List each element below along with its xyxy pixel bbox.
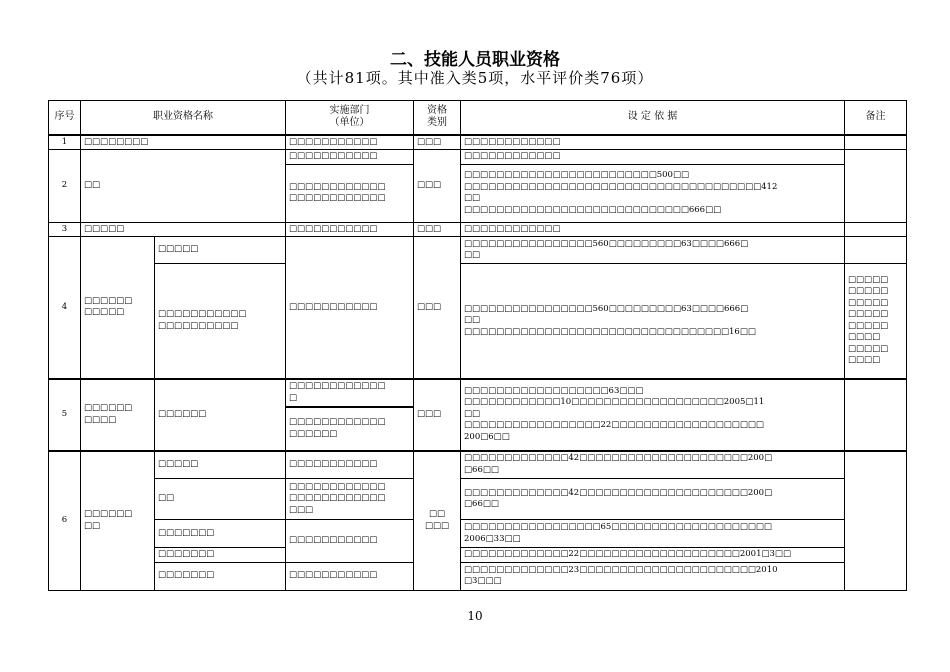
row-note xyxy=(845,379,907,451)
section-subtitle: （共计81项。其中准入类5项，水平评价类76项） xyxy=(296,69,654,87)
row-basis: □□□□□□□□□□□□□□□□□□□□□□□□500□□ □□□□□□□□□□□□□□□□□□□□□□□□□□□□□□□□□□□□□412 □□ □□□□□□□□□□□□□□□□□□□□□□□□□□□□666□□ xyxy=(461,164,845,222)
row-note xyxy=(845,237,907,264)
table-row xyxy=(49,379,907,407)
row-note xyxy=(845,135,907,150)
table-row xyxy=(49,222,907,237)
header-basis: 设 定 依 据 xyxy=(461,101,845,135)
table-row xyxy=(49,264,907,379)
row-seq: 2 xyxy=(49,150,81,223)
row-name: □□□□□□ □□□□□ xyxy=(81,237,155,379)
table-row xyxy=(49,562,907,590)
row-note: □□□□□ □□□□□ □□□□□ □□□□□ □□□□□ □□□□ □□□□□ □□□□ xyxy=(845,264,907,379)
row-dept: □□□□□□□□□□□□ □□□□□□□□□□□□ □□□ xyxy=(286,479,414,520)
table-row xyxy=(49,548,907,563)
table-header-row xyxy=(49,101,907,135)
row-basis: □□□□□□□□□□□□□22□□□□□□□□□□□□□□□□□□□□2001□3□□ xyxy=(461,548,845,563)
row-seq: 6 xyxy=(49,451,81,591)
section-title: 二、技能人员职业资格 xyxy=(390,50,560,70)
row-name: □□ xyxy=(81,150,286,223)
row-name: □□□□□□□□ xyxy=(81,135,286,150)
row-seq: 4 xyxy=(49,237,81,379)
row-seq: 5 xyxy=(49,379,81,451)
row-dept: □□□□□□□□□□□ xyxy=(286,150,414,165)
table-row xyxy=(49,150,907,165)
row-type: □□□ xyxy=(414,135,461,150)
row-dept: □□□□□□□□□□□ xyxy=(286,451,414,479)
table-row xyxy=(49,479,907,520)
row-subname: □□□□□□□ xyxy=(155,548,286,563)
header-seq: 序号 xyxy=(49,101,81,135)
row-note xyxy=(845,222,907,237)
row-subname: □□□□□□□ xyxy=(155,520,286,548)
row-basis: □□□□□□□□□□□□□□□□□65□□□□□□□□□□□□□□□□□□□□ 2006□33□□ xyxy=(461,520,845,548)
header-dept: 实施部门 （单位） xyxy=(286,101,414,135)
row-subname: □□□□□□□ xyxy=(155,562,286,590)
row-name: □□□□□ xyxy=(81,222,286,237)
row-dept: □□□□□□□□□□□ xyxy=(286,237,414,379)
row-type: □□□ xyxy=(414,379,461,451)
page-number: 10 xyxy=(467,609,483,623)
row-dept: □□□□□□□□□□□ xyxy=(286,562,414,590)
row-dept: □□□□□□□□□□□ xyxy=(286,135,414,150)
table-row xyxy=(49,520,907,548)
row-name: □□□□□□ □□ xyxy=(81,451,155,591)
row-basis: □□□□□□□□□□□□□□□□□□63□□□ □□□□□□□□□□□□10□□□□□□□□□□□□□□□□□□□2005□11 □□ □□□□□□□□□□□□□□□□□22□□□□□□□□□□□□□□□□□□□ 200□6□□ xyxy=(461,379,845,451)
row-basis: □□□□□□□□□□□□ xyxy=(461,135,845,150)
row-type: □□□ xyxy=(414,237,461,379)
row-seq: 1 xyxy=(49,135,81,150)
row-type: □□ □□□ xyxy=(414,451,461,591)
row-name: □□□□□□ □□□□ xyxy=(81,379,155,451)
row-dept: □□□□□□□□□□□ xyxy=(286,222,414,237)
table-row xyxy=(49,135,907,150)
row-dept: □□□□□□□□□□□□ □□□□□□ xyxy=(286,407,414,451)
table-row xyxy=(49,237,907,264)
header-note: 备注 xyxy=(845,101,907,135)
row-subname: □□□□□ xyxy=(155,237,286,264)
header-name: 职业资格名称 xyxy=(81,101,286,135)
row-subname: □□□□□□□□□□□ □□□□□□□□□□ xyxy=(155,264,286,379)
row-note xyxy=(845,150,907,223)
row-seq: 3 xyxy=(49,222,81,237)
row-basis: □□□□□□□□□□□□ xyxy=(461,150,845,165)
row-basis: □□□□□□□□□□□□□□□□560□□□□□□□□□63□□□□666□ □□ □□□□□□□□□□□□□□□□□□□□□□□□□□□□□□□□□16□□ xyxy=(461,264,845,379)
row-type: □□□ xyxy=(414,222,461,237)
row-dept: □□□□□□□□□□□ xyxy=(286,520,414,563)
row-subname: □□□□□□ xyxy=(155,379,286,451)
table-row xyxy=(49,451,907,479)
qualification-table xyxy=(48,100,907,591)
row-basis: □□□□□□□□□□□□ xyxy=(461,222,845,237)
row-basis: □□□□□□□□□□□□□□□□560□□□□□□□□□63□□□□666□ □□ xyxy=(461,237,845,264)
row-subname: □□ xyxy=(155,479,286,520)
header-type: 资格 类别 xyxy=(414,101,461,135)
row-dept: □□□□□□□□□□□□ □ xyxy=(286,379,414,407)
row-type: □□□ xyxy=(414,150,461,223)
row-basis: □□□□□□□□□□□□□42□□□□□□□□□□□□□□□□□□□□□200□ □66□□ xyxy=(461,451,845,479)
row-note xyxy=(845,451,907,591)
row-basis: □□□□□□□□□□□□□42□□□□□□□□□□□□□□□□□□□□□200□ □66□□ xyxy=(461,479,845,520)
row-dept: □□□□□□□□□□□□ □□□□□□□□□□□□ xyxy=(286,164,414,222)
row-basis: □□□□□□□□□□□□□23□□□□□□□□□□□□□□□□□□□□□□2010 □3□□□ xyxy=(461,562,845,590)
row-subname: □□□□□ xyxy=(155,451,286,479)
